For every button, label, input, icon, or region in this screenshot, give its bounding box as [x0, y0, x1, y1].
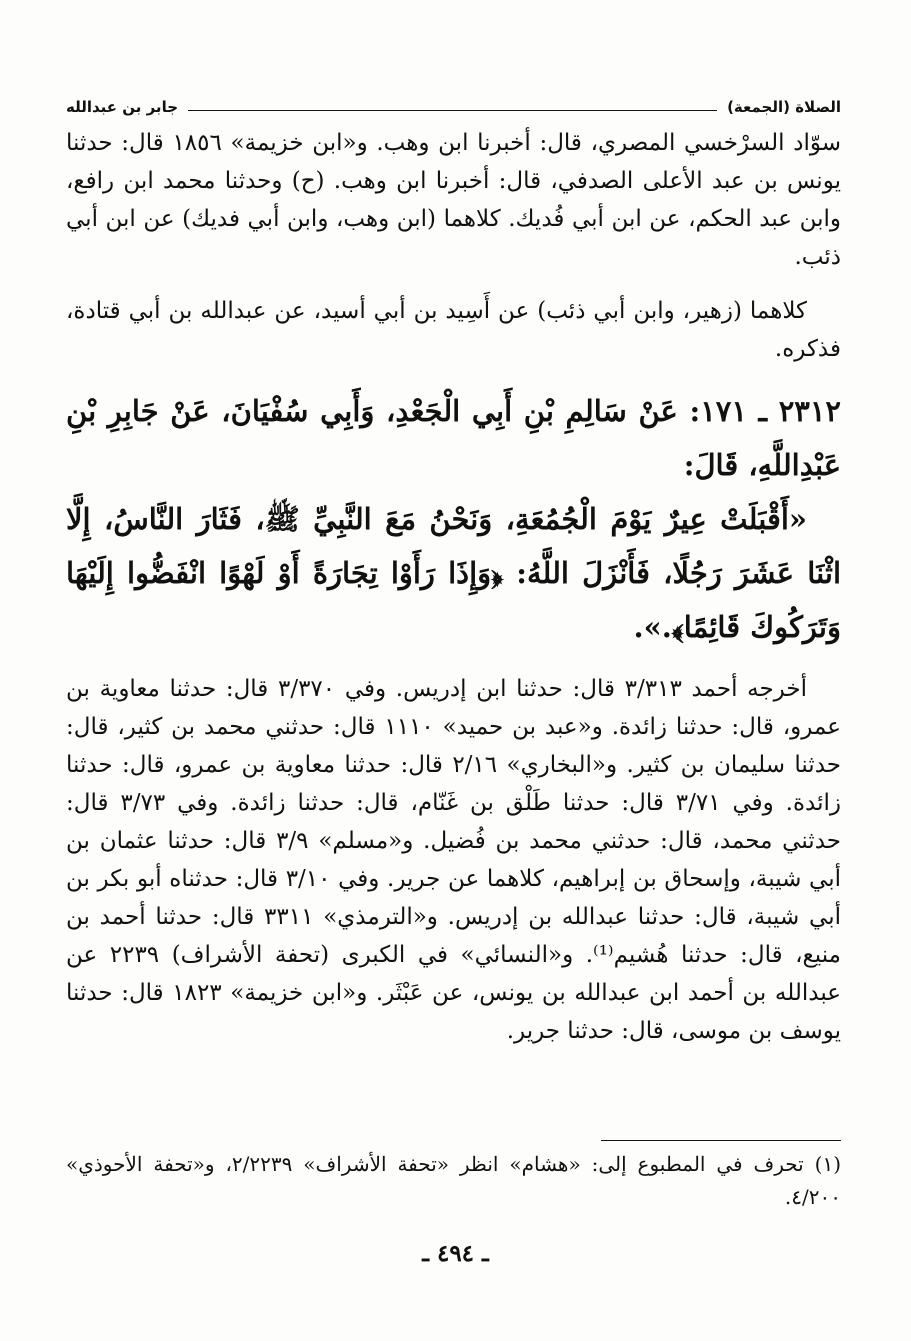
- running-header: [66, 92, 841, 116]
- hadith-block: [66, 384, 841, 654]
- chain-text: كلاهما (زهير، وابن أبي ذئب) عن أَسِيد بن أبي أسيد، عن عبدالله بن أبي قتادة، فذكره.: [66, 298, 841, 362]
- intro-text: سوّاد السرْخسي المصري، قال: أخبرنا ابن وهب. و«ابن خزيمة» ١٨٥٦ قال: حدثنا يونس بن عبد الأعلى الصدفي، قال: أخبرنا ابن وهب. (ح) وحدثنا محمد ابن رافع، وابن عبد الحكم، عن ابن أبي فُديك. كلاهما (ابن وهب، وابن أبي فديك) عن ابن أبي ذئب.: [66, 130, 841, 270]
- footnote-separator: [601, 1140, 841, 1141]
- footnote: [66, 1148, 841, 1214]
- header-rule: [188, 110, 717, 111]
- intro-paragraph: [66, 124, 841, 276]
- hadith-heading: ٢٣١٢ ـ ١٧١: عَنْ سَالِمِ بْنِ أَبِي الْجَعْدِ، وَأَبِي سُفْيَانَ، عَنْ جَابِرِ بْنِ عَبْدِاللَّهِ، قَالَ:: [66, 394, 841, 482]
- page-number: ـ ٤٩٤ ـ: [422, 1240, 489, 1267]
- header-companion: جابر بن عبدالله: [66, 98, 179, 116]
- takhrij-text: أخرجه أحمد ٣/٣١٣ قال: حدثنا ابن إدريس. وفي ٣/٣٧٠ قال: حدثنا معاوية بن عمرو، قال: حدثنا زائدة. و«عبد بن حميد» ١١١٠ قال: حدثني محمد بن كثير، قال: حدثنا سليمان بن كثير. و«البخاري» ٢/١٦ قال: حدثنا معاوية بن عمرو، قال: حدثنا زائدة. وفي ٣/٧١ قال: حدثنا طَلْق بن غَنّام، قال: حدثنا زائدة. وفي ٣/٧٣ قال: حدثني محمد، قال: حدثني محمد بن فُضيل. و«مسلم» ٣/٩ قال: حدثنا عثمان بن أبي شيبة، وإسحاق بن إبراهيم، كلاهما عن جرير. وفي ٣/١٠ قال: حدثناه أبو بكر بن أبي شيبة، قال: حدثنا عبدالله بن إدريس. و«الترمذي» ٣٣١١ قال: حدثنا أحمد بن منيع، قال: حدثنا هُشيم⁽¹⁾. و«النسائي» في الكبرى (تحفة الأشراف) ٢٢٣٩ عن عبدالله بن أحمد ابن عبدالله بن يونس، عن عَبْثَر. و«ابن خزيمة» ١٨٢٣ قال: حدثنا يوسف بن موسى، قال: حدثنا جرير.: [66, 676, 842, 1044]
- chain-paragraph: [66, 292, 841, 368]
- footnote-text: (١) تحرف في المطبوع إلى: «هشام» انظر «تحفة الأشراف» ٢/٢٢٣٩، و«تحفة الأحوذي» ٤/٢٠٠.: [66, 1152, 841, 1209]
- header-chapter: الصلاة (الجمعة): [727, 98, 841, 116]
- hadith-quote: «أَقْبَلَتْ عِيرٌ يَوْمَ الْجُمُعَةِ، وَنَحْنُ مَعَ النَّبِيِّ ﷺ، فَثَارَ النَّاسُ، إِلَّا اثْنَا عَشَرَ رَجُلًا، فَأَنْزَلَ اللَّهُ: ﴿وَإِذَا رَأَوْا تِجَارَةً أَوْ لَهْوًا انْفَضُّوا إِلَيْهَا وَتَرَكُوكَ قَائِمًا﴾.».: [66, 502, 841, 644]
- takhrij-paragraph: [66, 670, 841, 1050]
